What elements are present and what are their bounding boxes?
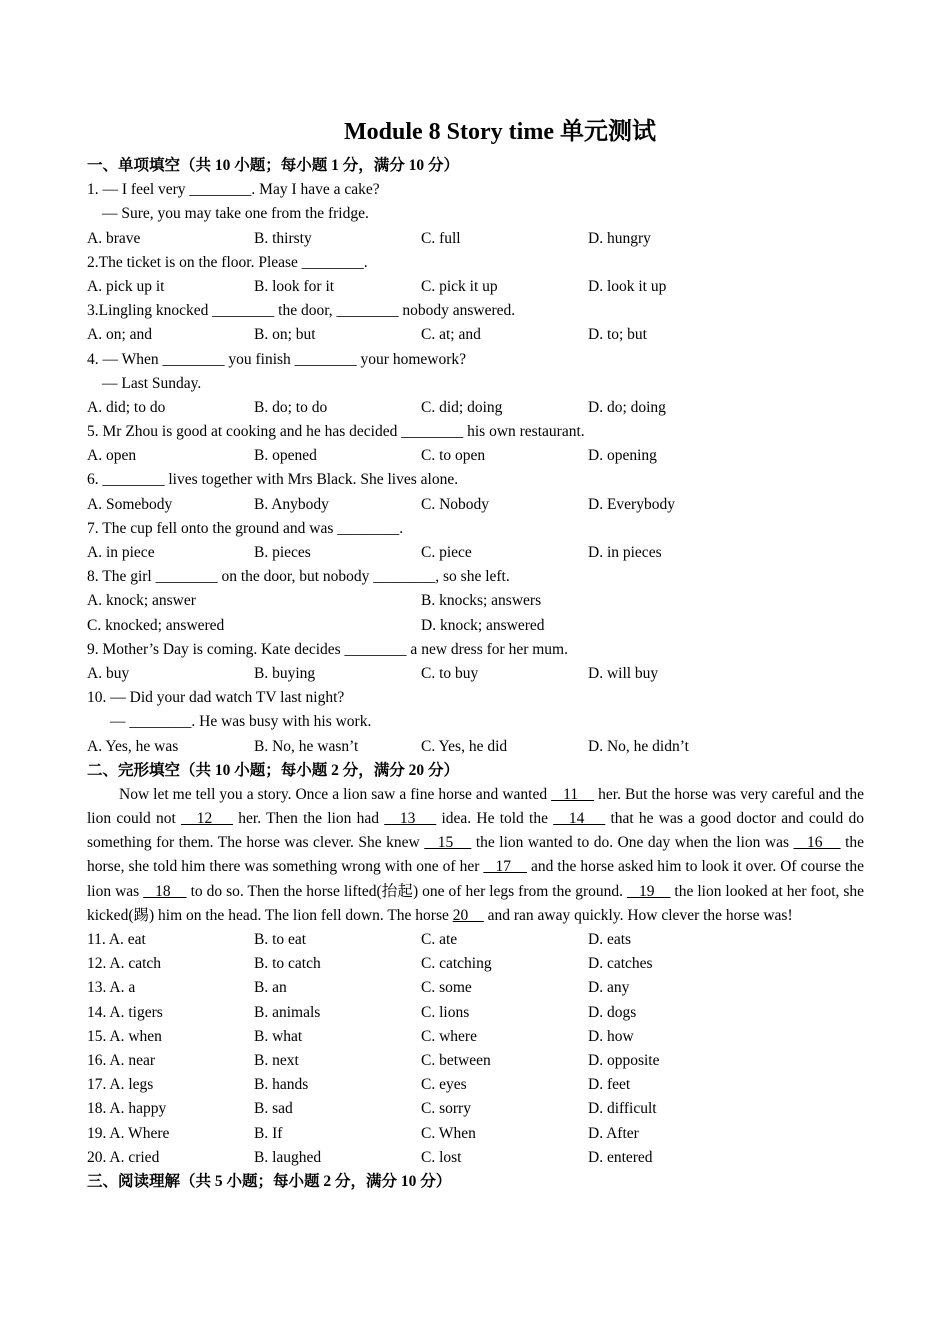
q16-option-c: C. between <box>421 1052 491 1070</box>
q9-option-a: A. buy <box>87 664 130 682</box>
q10-stem2: — ________. He was busy with his work. <box>110 713 372 731</box>
q7-option-d: D. in pieces <box>588 544 662 561</box>
q7-option-c: C. piece <box>421 544 472 561</box>
q1-option-a: A. brave <box>87 229 141 247</box>
passage-text: and ran away quickly. How clever the horse was! <box>483 906 793 924</box>
page-title: Module 8 Story time 单元测试 <box>344 119 656 145</box>
q16-option-b: B. next <box>254 1052 299 1070</box>
blank-20: 20 <box>452 906 484 924</box>
q6-option-d: D. Everybody <box>588 495 675 513</box>
q18-option-c: C. sorry <box>421 1100 471 1118</box>
q20-option-c: C. lost <box>421 1148 462 1166</box>
section2-heading: 二、完形填空（共 10 小题；每小题 2 分，满分 20 分） <box>87 761 460 779</box>
q9-option-b: B. buying <box>254 664 316 682</box>
q6-stem: 6. ________ lives together with Mrs Black. She lives alone. <box>87 471 459 489</box>
q3-stem: 3.Lingling knocked ________ the door, ________ nobody answered. <box>87 302 516 320</box>
q12-option-d: D. catches <box>588 955 653 973</box>
q2-options <box>87 275 864 299</box>
exam-content <box>87 154 864 1194</box>
q10-stem: 10. — Did your dad watch TV last night? <box>87 689 345 707</box>
q17-option-d: D. feet <box>588 1076 631 1094</box>
q9-options <box>87 662 864 686</box>
q18-option-a: 18. A. happy <box>87 1100 167 1118</box>
q3-option-b: B. on; but <box>254 326 316 344</box>
q5-options <box>87 444 864 468</box>
q13-option-a: 13. A. a <box>87 979 136 997</box>
q3-option-c: C. at; and <box>421 326 481 344</box>
q3-options <box>87 323 864 347</box>
q1-option-b: B. thirsty <box>254 229 312 247</box>
q13-option-d: D. any <box>588 979 630 997</box>
q14-options <box>87 1001 864 1025</box>
q10-option-b: B. No, he wasn’t <box>254 737 359 755</box>
q13-options <box>87 976 864 1000</box>
q17-option-c: C. eyes <box>421 1076 467 1094</box>
q14-option-d: D. dogs <box>588 1003 637 1021</box>
q11-option-a: 11. A. eat <box>87 931 146 949</box>
q10-option-a: A. Yes, he was <box>87 737 179 755</box>
q8-option-c: C. knocked; answered <box>87 616 225 634</box>
q5-option-d: D. opening <box>588 447 657 465</box>
q11-option-b: B. to eat <box>254 931 307 949</box>
q1-option-d: D. hungry <box>588 229 651 247</box>
q10-option-d: D. No, he didn’t <box>588 737 689 755</box>
q4-option-a: A. did; to do <box>87 398 166 416</box>
q7-option-b: B. pieces <box>254 544 311 561</box>
q6-option-a: A. Somebody <box>87 495 173 513</box>
q5-option-b: B. opened <box>254 447 317 465</box>
q16-option-a: 16. A. near <box>87 1052 156 1070</box>
q9-option-c: C. to buy <box>421 664 479 682</box>
q20-option-b: B. laughed <box>254 1148 322 1166</box>
q6-option-c: C. Nobody <box>421 495 490 513</box>
q16-options <box>87 1049 864 1073</box>
q15-option-b: B. what <box>254 1027 303 1045</box>
q8-option-d: D. knock; answered <box>421 616 545 634</box>
q4-stem: 4. — When ________ you finish ________ your homework? <box>87 350 466 368</box>
q11-option-d: D. eats <box>588 931 632 949</box>
q11-option-c: C. ate <box>421 931 458 949</box>
q7-options <box>87 541 864 565</box>
q13-option-b: B. an <box>254 979 287 997</box>
passage-text: Now let me tell you a story. Once a lion saw a fine horse and wanted <box>119 785 552 803</box>
q20-options <box>87 1146 864 1170</box>
blank-19: 19 <box>627 882 671 900</box>
q19-option-d: D. After <box>588 1124 639 1142</box>
q11-options <box>87 928 864 952</box>
q12-option-c: C. catching <box>421 955 492 973</box>
q6-options <box>87 493 864 517</box>
q19-option-c: C. When <box>421 1124 476 1142</box>
q17-options <box>87 1073 864 1097</box>
q1-option-c: C. full <box>421 229 461 247</box>
q4-stem2: — Last Sunday. <box>102 374 202 392</box>
passage-text: her. Then the lion had <box>233 810 385 828</box>
passage-text: her. But the horse was very careful and the lion could not <box>87 785 864 828</box>
passage-text: the lion wanted to do. One day when the lion was <box>471 834 794 852</box>
q18-option-d: D. difficult <box>588 1100 657 1118</box>
q1-stem: 1. — I feel very ________. May I have a cake? <box>87 181 380 199</box>
q2-option-a: A. pick up it <box>87 277 165 295</box>
q10-options <box>87 735 864 759</box>
q5-stem: 5. Mr Zhou is good at cooking and he has decided ________ his own restaurant. <box>87 423 585 441</box>
q4-option-d: D. do; doing <box>588 398 666 416</box>
blank-11: 11 <box>551 785 595 803</box>
q8-stem: 8. The girl ________ on the door, but nobody ________, so she left. <box>87 568 510 586</box>
q13-option-c: C. some <box>421 979 472 997</box>
q5-option-c: C. to open <box>421 447 486 465</box>
q15-options <box>87 1025 864 1049</box>
q7-stem: 7. The cup fell onto the ground and was ________. <box>87 519 404 537</box>
passage-text: to do so. Then the horse lifted(抬起) one of her legs from the ground. <box>186 882 627 900</box>
q2-stem: 2.The ticket is on the floor. Please ________. <box>87 253 368 271</box>
q2-option-b: B. look for it <box>254 277 335 295</box>
q9-option-d: D. will buy <box>588 664 659 682</box>
blank-12: 12 <box>181 810 234 828</box>
q4-option-b: B. do; to do <box>254 398 328 416</box>
q9-stem: 9. Mother’s Day is coming. Kate decides ________ a new dress for her mum. <box>87 640 568 658</box>
q15-option-d: D. how <box>588 1027 634 1045</box>
q3-option-a: A. on; and <box>87 326 153 344</box>
passage-text: that he was a good doctor and could do something for them. The horse was clever. She knew <box>87 810 864 852</box>
q2-option-d: D. look it up <box>588 277 667 295</box>
section1-heading: 一、单项填空（共 10 小题；每小题 1 分，满分 10 分） <box>87 157 460 174</box>
q6-option-b: B. Anybody <box>254 495 329 513</box>
q18-options <box>87 1097 864 1121</box>
q15-option-a: 15. A. when <box>87 1027 162 1045</box>
cloze-passage <box>87 783 864 928</box>
blank-16: 16 <box>793 834 841 852</box>
q7-option-a: A. in piece <box>87 544 155 561</box>
section3-heading: 三、阅读理解（共 5 小题；每小题 2 分，满分 10 分） <box>87 1172 452 1190</box>
q2-option-c: C. pick it up <box>421 277 498 295</box>
q3-option-d: D. to; but <box>588 326 647 344</box>
blank-18: 18 <box>143 882 187 900</box>
q20-option-d: D. entered <box>588 1148 653 1166</box>
q15-option-c: C. where <box>421 1027 477 1045</box>
q4-options <box>87 396 864 420</box>
blank-15: 15 <box>424 834 472 852</box>
q17-option-b: B. hands <box>254 1076 309 1094</box>
blank-13: 13 <box>384 810 437 828</box>
q12-option-b: B. to catch <box>254 955 321 973</box>
q12-option-a: 12. A. catch <box>87 955 162 973</box>
q5-option-a: A. open <box>87 447 137 465</box>
q8-option-b: B. knocks; answers <box>421 592 542 610</box>
q19-option-a: 19. A. Where <box>87 1124 170 1142</box>
q19-option-b: B. If <box>254 1124 283 1142</box>
q8-options-row1 <box>87 589 864 613</box>
q1-options <box>87 227 864 251</box>
q17-option-a: 17. A. legs <box>87 1076 154 1094</box>
q1-stem2: — Sure, you may take one from the fridge. <box>102 205 369 223</box>
q14-option-b: B. animals <box>254 1003 321 1021</box>
passage-text: and the horse asked him to look it over. Of course the lion was <box>87 858 865 900</box>
q8-options-row2 <box>87 614 864 638</box>
q12-options <box>87 952 864 976</box>
q18-option-b: B. sad <box>254 1100 293 1118</box>
q14-option-a: 14. A. tigers <box>87 1003 163 1021</box>
blank-17: 17 <box>483 858 528 876</box>
passage-text: the lion looked at her foot, she kicked(踢) him on the head. The lion fell down. The horse <box>87 882 865 924</box>
q10-option-c: C. Yes, he did <box>421 737 508 755</box>
q4-option-c: C. did; doing <box>421 398 503 416</box>
q14-option-c: C. lions <box>421 1003 470 1021</box>
q16-option-d: D. opposite <box>588 1052 660 1070</box>
q8-option-a: A. knock; answer <box>87 592 196 610</box>
blank-14: 14 <box>553 810 606 828</box>
passage-text: idea. He told the <box>436 810 554 828</box>
q20-option-a: 20. A. cried <box>87 1148 160 1166</box>
q19-options <box>87 1122 864 1146</box>
passage-text: the horse, she told him there was something wrong with one of her <box>87 834 865 876</box>
